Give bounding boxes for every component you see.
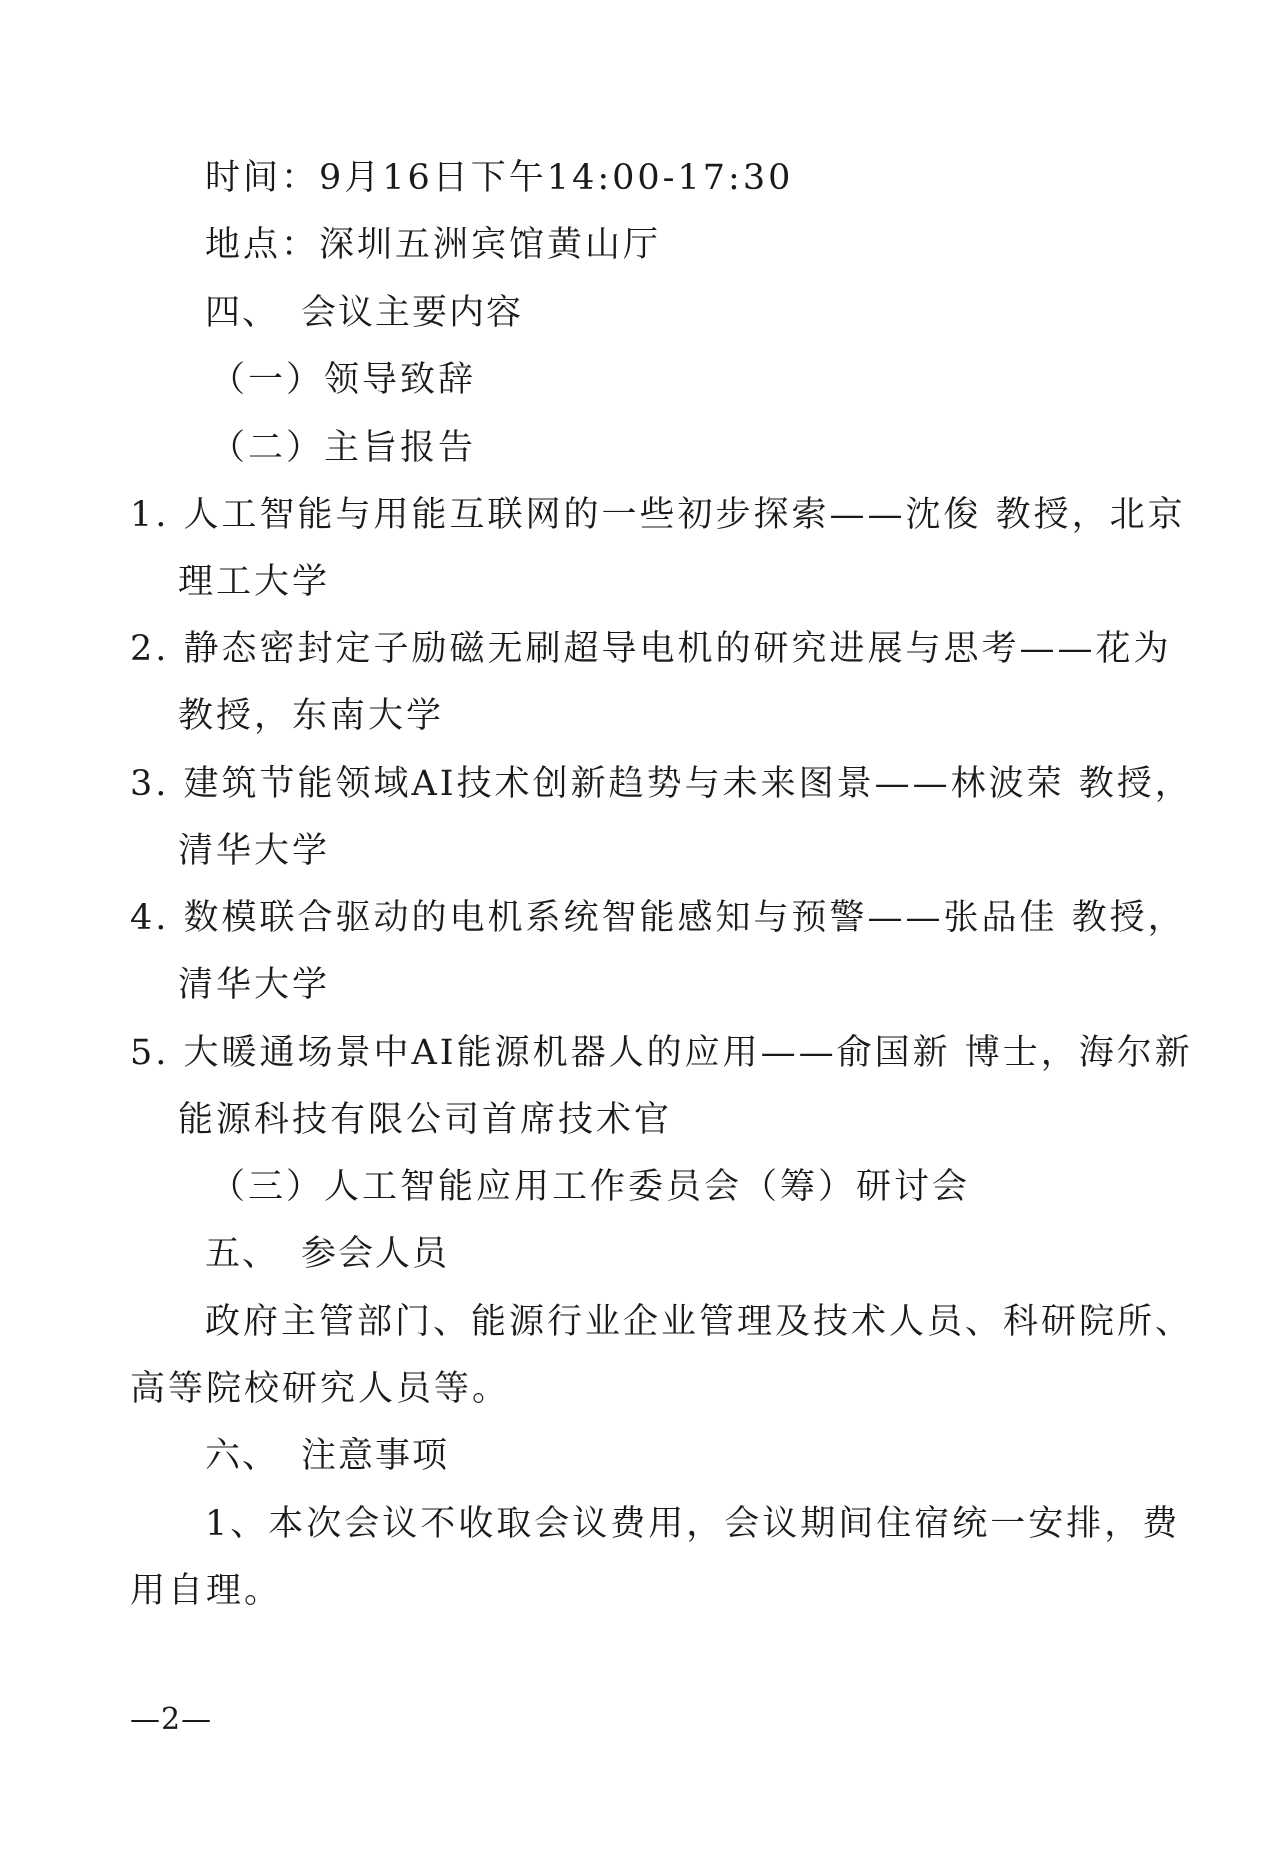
report-item-1: 1. 人工智能与用能互联网的一些初步探索——沈俊 教授，北京: [130, 495, 1186, 535]
page-number: —2—: [130, 1702, 213, 1737]
report-item-3: 3. 建筑节能领域AI技术创新趋势与未来图景——林波荣 教授，: [130, 764, 1193, 804]
section-number: 六、: [205, 1436, 280, 1476]
subsection-keynote: （二）主旨报告: [210, 428, 477, 468]
section-heading-content: [205, 293, 523, 333]
report-item-3-cont: 清华大学: [178, 831, 331, 871]
report-item-5: 5. 大暖通场景中AI能源机器人的应用——俞国新 博士，海尔新: [130, 1033, 1193, 1073]
section-title: 参会人员: [301, 1234, 450, 1274]
section-title: 注意事项: [301, 1436, 450, 1476]
attendees-text-cont: 高等院校研究人员等。: [130, 1369, 511, 1409]
report-item-2: 2. 静态密封定子励磁无刷超导电机的研究进展与思考——花为: [130, 629, 1172, 669]
section-heading-notes: [205, 1436, 449, 1476]
note-item-1: 1、本次会议不收取会议费用，会议期间住宿统一安排，费: [205, 1504, 1181, 1544]
report-item-5-cont: 能源科技有限公司首席技术官: [178, 1100, 673, 1140]
section-number: 五、: [205, 1234, 280, 1274]
report-item-1-cont: 理工大学: [178, 562, 331, 602]
report-item-2-cont: 教授，东南大学: [178, 696, 445, 736]
section-number: 四、: [205, 293, 280, 333]
meeting-time: 时间：9月16日下午14:00-17:30: [205, 158, 794, 198]
section-heading-attendees: [205, 1234, 449, 1274]
report-item-4: 4. 数模联合驱动的电机系统智能感知与预警——张品佳 教授，: [130, 898, 1186, 938]
attendees-text: 政府主管部门、能源行业企业管理及技术人员、科研院所、: [205, 1302, 1194, 1342]
subsection-workshop: （三）人工智能应用工作委员会（筹）研讨会: [210, 1167, 971, 1207]
meeting-venue: 地点：深圳五洲宾馆黄山厅: [205, 225, 662, 265]
report-item-4-cont: 清华大学: [178, 965, 331, 1005]
section-title: 会议主要内容: [301, 293, 524, 333]
note-item-1-cont: 用自理。: [130, 1571, 283, 1611]
subsection-leader-speech: （一）领导致辞: [210, 360, 477, 400]
